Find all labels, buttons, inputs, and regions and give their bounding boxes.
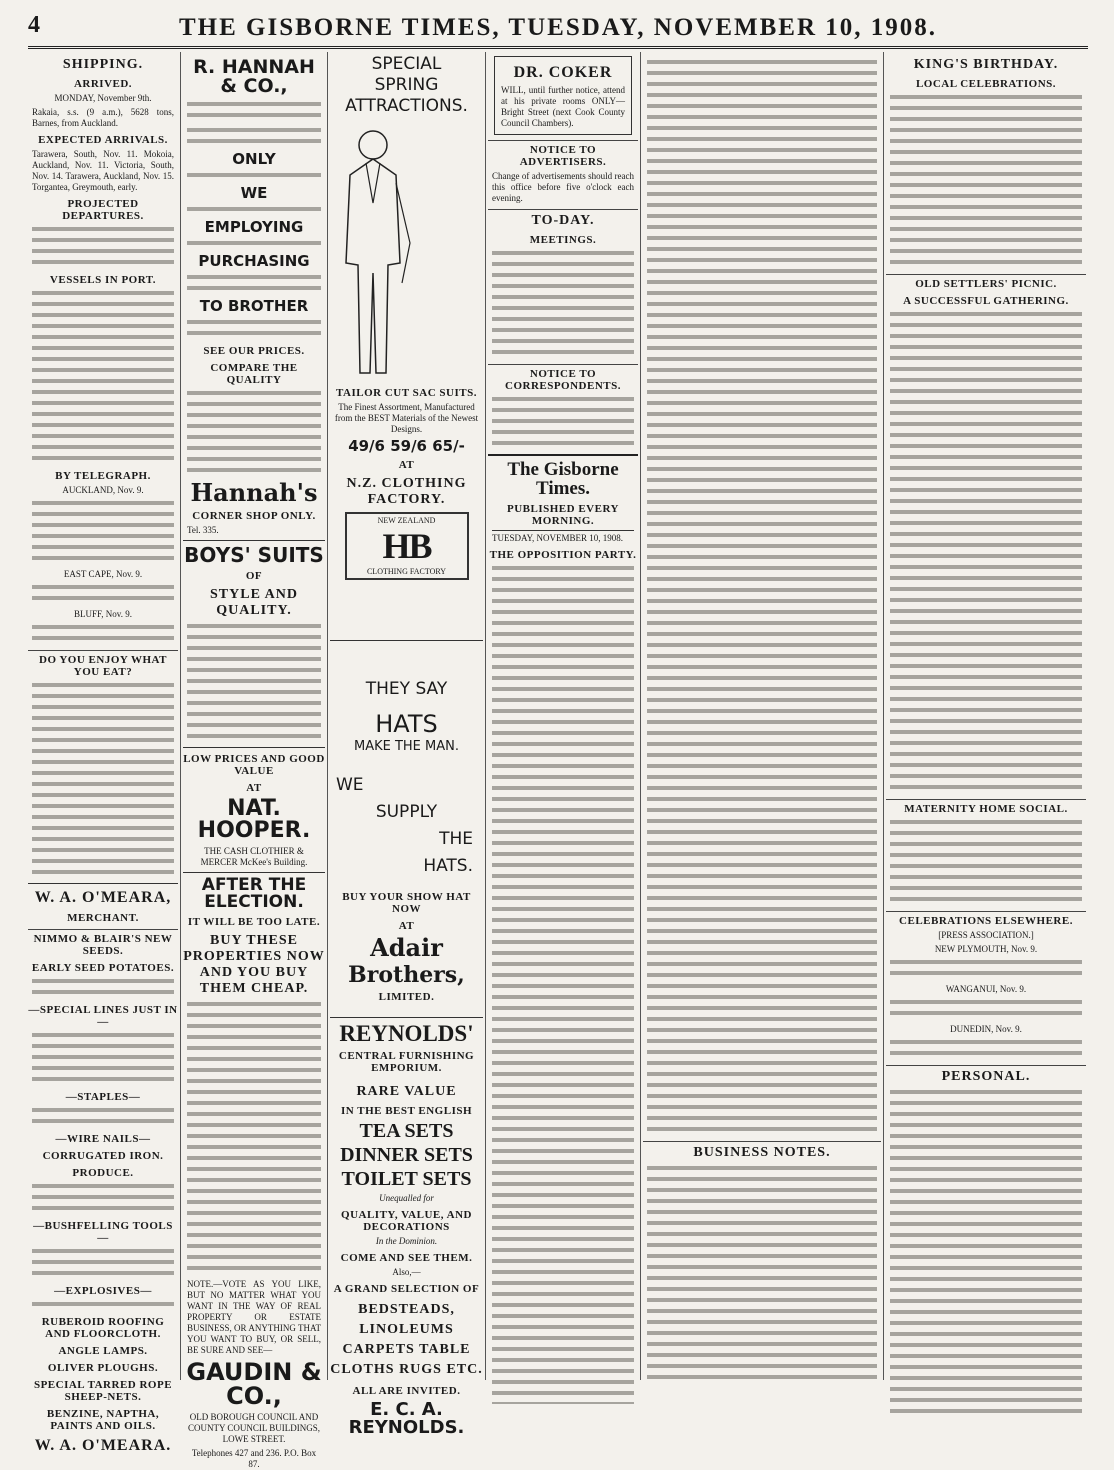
text-block bbox=[492, 395, 634, 450]
text-block bbox=[32, 225, 174, 269]
shipping-heading: SHIPPING. bbox=[62, 57, 144, 72]
omeara-explosives: —EXPLOSIVES— bbox=[54, 1285, 152, 1297]
projected-heading: PROJECTED DEPARTURES. bbox=[62, 198, 144, 222]
text-block bbox=[647, 1164, 877, 1384]
omeara-produce: PRODUCE. bbox=[72, 1167, 134, 1179]
text-block bbox=[890, 958, 1082, 980]
maternity-heading: MATERNITY HOME SOCIAL. bbox=[886, 799, 1086, 815]
meetings-heading: MEETINGS. bbox=[529, 234, 597, 246]
reynolds-footer: E. C. A. REYNOLDS. bbox=[348, 1399, 465, 1438]
text-block bbox=[187, 1000, 321, 1275]
arrived-heading: ARRIVED. bbox=[73, 78, 133, 90]
clothing-special: SPECIAL bbox=[371, 54, 442, 74]
clothing-spring: SPRING bbox=[374, 75, 439, 95]
hooper-name: NAT. HOOPER. bbox=[197, 796, 311, 843]
correspondents-heading: NOTICE TO CORRESPONDENTS. bbox=[488, 364, 638, 392]
text-block bbox=[32, 977, 174, 999]
reynolds-rare: RARE VALUE bbox=[356, 1084, 457, 1099]
logo-mid: HB bbox=[382, 526, 431, 566]
reynolds-title: REYNOLDS' bbox=[339, 1021, 474, 1046]
text-block bbox=[187, 273, 321, 295]
clothing-prices: 49/6 59/6 65/- bbox=[348, 437, 465, 455]
hannah-boys: BOYS' SUITS bbox=[184, 543, 324, 567]
omeara-staples: —STAPLES— bbox=[65, 1091, 141, 1103]
dateline-new-plymouth: NEW PLYMOUTH, Nov. 9. bbox=[934, 944, 1038, 954]
published-every-morning: PUBLISHED EVERY MORNING. bbox=[507, 503, 619, 527]
reynolds-bedsteads: BEDSTEADS, LINOLEUMS CARPETS TABLE CLOTHS RUGS ETC. bbox=[330, 1302, 483, 1377]
hats-we: WE bbox=[336, 775, 364, 795]
masthead bbox=[28, 8, 1088, 49]
column-editorial bbox=[488, 52, 638, 1382]
reynolds-quality: QUALITY, VALUE, AND DECORATIONS bbox=[341, 1209, 472, 1233]
hannah-only: ONLY bbox=[232, 150, 276, 168]
text-block bbox=[187, 171, 321, 182]
hats-buy: BUY YOUR SHOW HAT NOW bbox=[342, 891, 471, 915]
coker-text: WILL, until further notice, attend at his private rooms ONLY—Bright Street (next Cook County Council Chambers). bbox=[501, 85, 625, 128]
gaudin-firm: GAUDIN & CO., bbox=[186, 1358, 322, 1410]
column-clothing bbox=[330, 52, 483, 1438]
text-block bbox=[890, 93, 1082, 269]
hannah-logo: Hannah's bbox=[190, 478, 318, 507]
reynolds-english: IN THE BEST ENGLISH bbox=[340, 1105, 473, 1117]
omeara-tools: —BUSHFELLING TOOLS— bbox=[33, 1220, 173, 1244]
text-block bbox=[32, 583, 174, 605]
text-block bbox=[32, 1106, 174, 1128]
hooper-low: LOW PRICES AND GOOD VALUE bbox=[183, 753, 325, 777]
text-block bbox=[890, 998, 1082, 1020]
column-hannah bbox=[183, 52, 325, 1469]
hannah-title: R. HANNAH & CO., bbox=[193, 56, 315, 97]
text-block bbox=[32, 289, 174, 465]
newspaper-title: THE GISBORNE TIMES, TUESDAY, NOVEMBER 10, 1908. bbox=[178, 14, 938, 41]
text-block bbox=[492, 249, 634, 359]
clothing-assortment: The Finest Assortment, Manufactured from the BEST Materials of the Newest Designs. bbox=[334, 402, 479, 434]
hooper-sub: THE CASH CLOTHIER & MERCER McKee's Building. bbox=[200, 846, 308, 867]
dateline-auckland: AUCKLAND, Nov. 9. bbox=[62, 485, 144, 495]
dateline-east-cape: EAST CAPE, Nov. 9. bbox=[63, 569, 143, 579]
text-block bbox=[187, 389, 321, 477]
logo-bottom: CLOTHING FACTORY bbox=[366, 567, 447, 576]
omeara-footer: W. A. O'MEARA. bbox=[34, 1437, 172, 1454]
omeara-nets: SPECIAL TARRED ROPE SHEEP-NETS. bbox=[33, 1379, 173, 1403]
reynolds-also: Also,— bbox=[392, 1267, 421, 1277]
reynolds-unequalled: Unequalled for bbox=[379, 1193, 434, 1203]
editorial-heading: THE OPPOSITION PARTY. bbox=[489, 549, 637, 561]
hats-they-say: THEY SAY bbox=[365, 679, 448, 699]
gaudin-telephones: Telephones 427 and 236. P.O. Box 87. bbox=[191, 1448, 317, 1469]
reynolds-dinner: DINNER SETS bbox=[340, 1144, 473, 1166]
hats-hats: HATS bbox=[375, 710, 438, 738]
omeara-seeds: NIMMO & BLAIR'S NEW SEEDS. bbox=[28, 929, 178, 957]
factory-logo bbox=[345, 512, 469, 580]
dateline-wanganui: WANGANUI, Nov. 9. bbox=[945, 984, 1027, 994]
hannah-of: OF bbox=[245, 570, 263, 582]
hannah-brother: TO BROTHER bbox=[199, 297, 309, 315]
property-note: IT WILL BE TOO LATE. bbox=[187, 916, 321, 928]
notice-advertisers: NOTICE TO ADVERTISERS. bbox=[488, 140, 638, 168]
arrived-date: MONDAY, November 9th. bbox=[54, 93, 152, 103]
omeara-benzine: BENZINE, NAPTHA, PAINTS AND OILS. bbox=[46, 1408, 160, 1432]
arrived-text: Rakaia, s.s. (9 a.m.), 5628 tons, Barnes, from Auckland. bbox=[32, 107, 174, 128]
hannah-purchasing: PURCHASING bbox=[198, 252, 310, 270]
property-title: AFTER THE ELECTION. bbox=[201, 875, 307, 912]
omeara-lamps: ANGLE LAMPS. bbox=[58, 1345, 148, 1357]
omeara-ploughs: OLIVER PLOUGHS. bbox=[47, 1362, 159, 1374]
hannah-tel: Tel. 335. bbox=[187, 525, 219, 535]
expected-heading: EXPECTED ARRIVALS. bbox=[38, 134, 168, 146]
text-block bbox=[647, 58, 877, 1136]
hats-at: AT bbox=[398, 920, 415, 932]
clothing-at: AT bbox=[398, 459, 415, 471]
omeara-iron: CORRUGATED IRON. bbox=[42, 1150, 164, 1162]
press-association: [PRESS ASSOCIATION.] bbox=[938, 930, 1034, 940]
vessels-heading: VESSELS IN PORT. bbox=[49, 274, 157, 286]
omeara-special: —SPECIAL LINES JUST IN— bbox=[28, 1004, 178, 1028]
text-block bbox=[32, 499, 174, 565]
text-block bbox=[890, 818, 1082, 906]
text-block bbox=[32, 623, 174, 645]
personal-heading: PERSONAL. bbox=[886, 1065, 1086, 1085]
hats-make: MAKE THE MAN. bbox=[353, 739, 459, 754]
reynolds-toilet: TOILET SETS bbox=[341, 1168, 472, 1190]
elsewhere-heading: CELEBRATIONS ELSEWHERE. bbox=[886, 911, 1086, 927]
adair-firm2: Brothers, bbox=[348, 962, 465, 988]
text-block bbox=[890, 1088, 1082, 1418]
text-block bbox=[32, 1182, 174, 1215]
hooper-at: AT bbox=[246, 782, 262, 794]
hannah-corner: CORNER SHOP ONLY. bbox=[192, 510, 316, 522]
omeara-ruberoid: RUBEROID ROOFING AND FLOORCLOTH. bbox=[41, 1316, 165, 1340]
hannah-employing: EMPLOYING bbox=[204, 218, 304, 236]
omeara-name: W. A. O'MEARA, bbox=[34, 889, 172, 906]
page-number: 4 bbox=[28, 12, 40, 38]
omeara-wire: —WIRE NAILS— bbox=[55, 1133, 151, 1145]
omeara-role: MERCHANT. bbox=[67, 912, 139, 924]
telegraph-heading: BY TELEGRAPH. bbox=[55, 470, 151, 482]
kings-birthday-heading: KING'S BIRTHDAY. bbox=[913, 57, 1059, 72]
hannah-style: STYLE AND QUALITY. bbox=[210, 587, 298, 618]
reynolds-tea: TEA SETS bbox=[359, 1120, 454, 1142]
clothing-label: TAILOR CUT SAC SUITS. bbox=[336, 387, 477, 399]
text-block bbox=[32, 1247, 174, 1280]
hannah-compare: COMPARE THE QUALITY bbox=[210, 362, 298, 386]
coker-heading: DR. COKER bbox=[513, 64, 613, 81]
hats-supply: SUPPLY bbox=[375, 802, 438, 822]
column-shipping bbox=[28, 52, 178, 1454]
gathering-heading: A SUCCESSFUL GATHERING. bbox=[903, 295, 1069, 307]
text-block bbox=[187, 100, 321, 122]
local-celebrations-heading: LOCAL CELEBRATIONS. bbox=[915, 78, 1057, 90]
text-block bbox=[187, 622, 321, 743]
adair-firm1: Adair bbox=[370, 933, 443, 962]
adair-limited: LIMITED. bbox=[378, 991, 435, 1003]
text-block bbox=[32, 1300, 174, 1311]
text-block bbox=[32, 1031, 174, 1086]
reynolds-sub: CENTRAL FURNISHING EMPORIUM. bbox=[338, 1050, 475, 1074]
text-block bbox=[492, 564, 634, 1404]
reynolds-come: COME AND SEE THEM. bbox=[340, 1252, 473, 1264]
dateline-bluff: BLUFF, Nov. 9. bbox=[74, 609, 132, 619]
suit-illustration bbox=[330, 123, 416, 373]
text-block bbox=[890, 310, 1082, 794]
property-note2: NOTE.—VOTE AS YOU LIKE, BUT NO MATTER WHAT YOU WANT IN THE WAY OF REAL PROPERTY OR ESTATE BUSINESS, OR ANYTHING THAT YOU WANT TO BUY, OR SELL, BE SURE AND SEE— bbox=[187, 1279, 321, 1355]
settlers-heading: OLD SETTLERS' PICNIC. bbox=[886, 274, 1086, 290]
text-block bbox=[187, 239, 321, 250]
hats-the: THE bbox=[439, 829, 473, 849]
property-buy: BUY THESE PROPERTIES NOW AND YOU BUY THEM CHEAP. bbox=[183, 933, 325, 996]
hannah-we: WE bbox=[240, 184, 268, 202]
text-block bbox=[187, 205, 321, 216]
business-notes-heading: BUSINESS NOTES. bbox=[643, 1141, 881, 1161]
reynolds-grand: A GRAND SELECTION OF bbox=[333, 1283, 480, 1295]
text-block bbox=[187, 126, 321, 148]
notice-advertisers-text: Change of advertisements should reach this office before five o'clock each evening. bbox=[492, 171, 634, 203]
clothing-factory: N.Z. CLOTHING FACTORY. bbox=[346, 476, 467, 507]
gaudin-address: OLD BOROUGH COUNCIL AND COUNTY COUNCIL BUILDINGS, LOWE STREET. bbox=[187, 1412, 321, 1444]
today-heading: TO-DAY. bbox=[488, 209, 638, 229]
reynolds-invited: ALL ARE INVITED. bbox=[352, 1385, 461, 1397]
page-body bbox=[0, 52, 1114, 1469]
column-events bbox=[886, 52, 1086, 1382]
hannah-prices: SEE OUR PRICES. bbox=[203, 345, 305, 357]
gisborne-times-title: The Gisborne Times. bbox=[488, 454, 638, 498]
text-block bbox=[187, 318, 321, 340]
reynolds-dominion: In the Dominion. bbox=[375, 1236, 438, 1246]
dateline-dunedin: DUNEDIN, Nov. 9. bbox=[950, 1024, 1022, 1034]
editorial-dateline: TUESDAY, NOVEMBER 10, 1908. bbox=[492, 530, 634, 544]
omeara-potatoes: EARLY SEED POTATOES. bbox=[31, 962, 175, 974]
column-news bbox=[643, 52, 881, 1382]
question-heading: DO YOU ENJOY WHAT YOU EAT? bbox=[28, 650, 178, 678]
text-block bbox=[890, 1038, 1082, 1060]
expected-text: Tarawera, South, Nov. 11. Mokoia, Auckland, Nov. 11. Victoria, South, Nov. 14. Tarawera, Auckland, Nov. 15. Torgantea, Greymouth, early. bbox=[32, 149, 174, 192]
text-block bbox=[32, 681, 174, 879]
hats-hats2: HATS. bbox=[423, 856, 473, 876]
clothing-attractions: ATTRACTIONS. bbox=[345, 96, 468, 116]
logo-top: NEW ZEALAND bbox=[377, 516, 436, 525]
